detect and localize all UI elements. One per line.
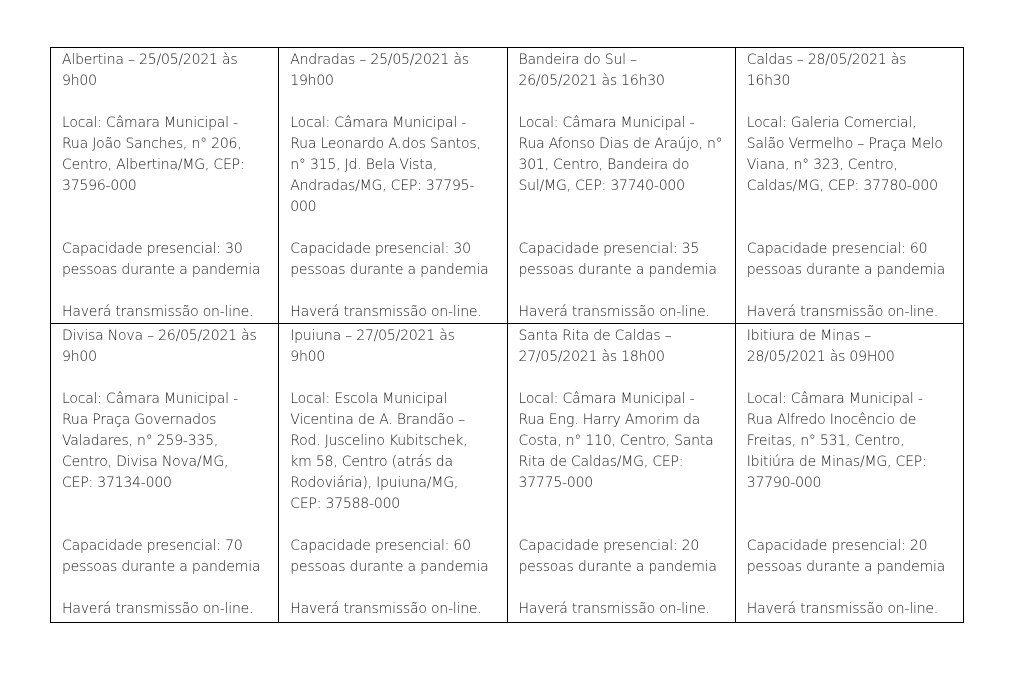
meetings-schedule-table (50, 47, 964, 623)
meeting-transmission: Haverá transmissão on-line. (290, 601, 482, 617)
meeting-capacity: Capacidade presencial: 30 pessoas durante a pandemia (290, 241, 489, 278)
meeting-location: Local: Câmara Municipal - Rua Praça Governados Valadares, n° 259-335, Centro, Divisa Nova/MG, CEP: 37134-000 (62, 391, 238, 491)
meeting-capacity: Capacidade presencial: 35 pessoas durante a pandemia (518, 241, 717, 278)
meeting-title: Santa Rita de Caldas – 27/05/2021 às 18h00 (518, 328, 672, 365)
meeting-location: Local: Câmara Municipal - Rua Leonardo A.dos Santos, n° 315, Jd. Bela Vista, Andradas/MG, CEP: 37795- 000 (290, 115, 481, 215)
meeting-cell-santa-rita-de-caldas (507, 324, 735, 623)
meeting-title: Ibitiura de Minas – 28/05/2021 às 09H00 (746, 328, 895, 365)
meeting-title: Andradas – 25/05/2021 às 19h00 (290, 52, 469, 89)
meeting-cell-ipuiuna (279, 324, 507, 623)
meeting-transmission: Haverá transmissão on-line. (62, 601, 254, 617)
meeting-capacity: Capacidade presencial: 60 pessoas durante a pandemia (290, 538, 489, 575)
meeting-capacity: Capacidade presencial: 20 pessoas durante a pandemia (746, 538, 946, 575)
meeting-capacity: Capacidade presencial: 60 pessoas durante a pandemia (746, 241, 946, 278)
meeting-title: Caldas – 28/05/2021 às 16h30 (746, 52, 907, 89)
meeting-cell-ibitiura-de-minas (735, 324, 963, 623)
meeting-location: Local: Galeria Comercial, Salão Vermelho – Praça Melo Viana, n° 323, Centro, Caldas/MG, CEP: 37780-000 (746, 115, 943, 194)
meeting-cell-andradas (279, 48, 507, 324)
meeting-cell-divisa-nova (51, 324, 279, 623)
meeting-location: Local: Câmara Municipal - Rua Afonso Dias de Araújo, n° 301, Centro, Bandeira do Sul/MG, CEP: 37740-000 (518, 115, 723, 194)
meeting-capacity: Capacidade presencial: 70 pessoas durante a pandemia (62, 538, 261, 575)
table-row (51, 324, 964, 623)
table-row (51, 48, 964, 324)
meeting-transmission: Haverá transmissão on-line. (518, 304, 710, 320)
meeting-capacity: Capacidade presencial: 30 pessoas durante a pandemia (62, 241, 261, 278)
meeting-cell-bandeira-do-sul (507, 48, 735, 324)
meeting-location: Local: Escola Municipal Vicentina de A. Brandão – Rod. Juscelino Kubitschek, km 58, Centro (atrás da Rodoviária), Ipuiuna/MG, CEP: 37588-000 (290, 391, 468, 512)
meeting-location: Local: Câmara Municipal - Rua Alfredo Inocêncio de Freitas, n° 531, Centro, Ibitiúra de Minas/MG, CEP: 37790-000 (746, 391, 927, 491)
meeting-capacity: Capacidade presencial: 20 pessoas durante a pandemia (518, 538, 717, 575)
meeting-transmission: Haverá transmissão on-line. (746, 601, 939, 617)
meeting-cell-albertina (51, 48, 279, 324)
meeting-title: Bandeira do Sul – 26/05/2021 às 16h30 (518, 52, 665, 89)
meeting-transmission: Haverá transmissão on-line. (518, 601, 710, 617)
meeting-title: Divisa Nova – 26/05/2021 às 9h00 (62, 328, 257, 365)
meeting-cell-caldas (735, 48, 963, 324)
meeting-title: Ipuiuna – 27/05/2021 às 9h00 (290, 328, 455, 365)
meeting-location: Local: Câmara Municipal - Rua João Sanches, n° 206, Centro, Albertina/MG, CEP: 37596-000 (62, 115, 245, 194)
meeting-title: Albertina – 25/05/2021 às 9h00 (62, 52, 238, 89)
meeting-location: Local: Câmara Municipal - Rua Eng. Harry Amorim da Costa, n° 110, Centro, Santa Rita de Caldas/MG, CEP: 37775-000 (518, 391, 714, 491)
meeting-transmission: Haverá transmissão on-line. (62, 304, 254, 320)
meeting-transmission: Haverá transmissão on-line. (290, 304, 482, 320)
meeting-transmission: Haverá transmissão on-line. (746, 304, 939, 320)
